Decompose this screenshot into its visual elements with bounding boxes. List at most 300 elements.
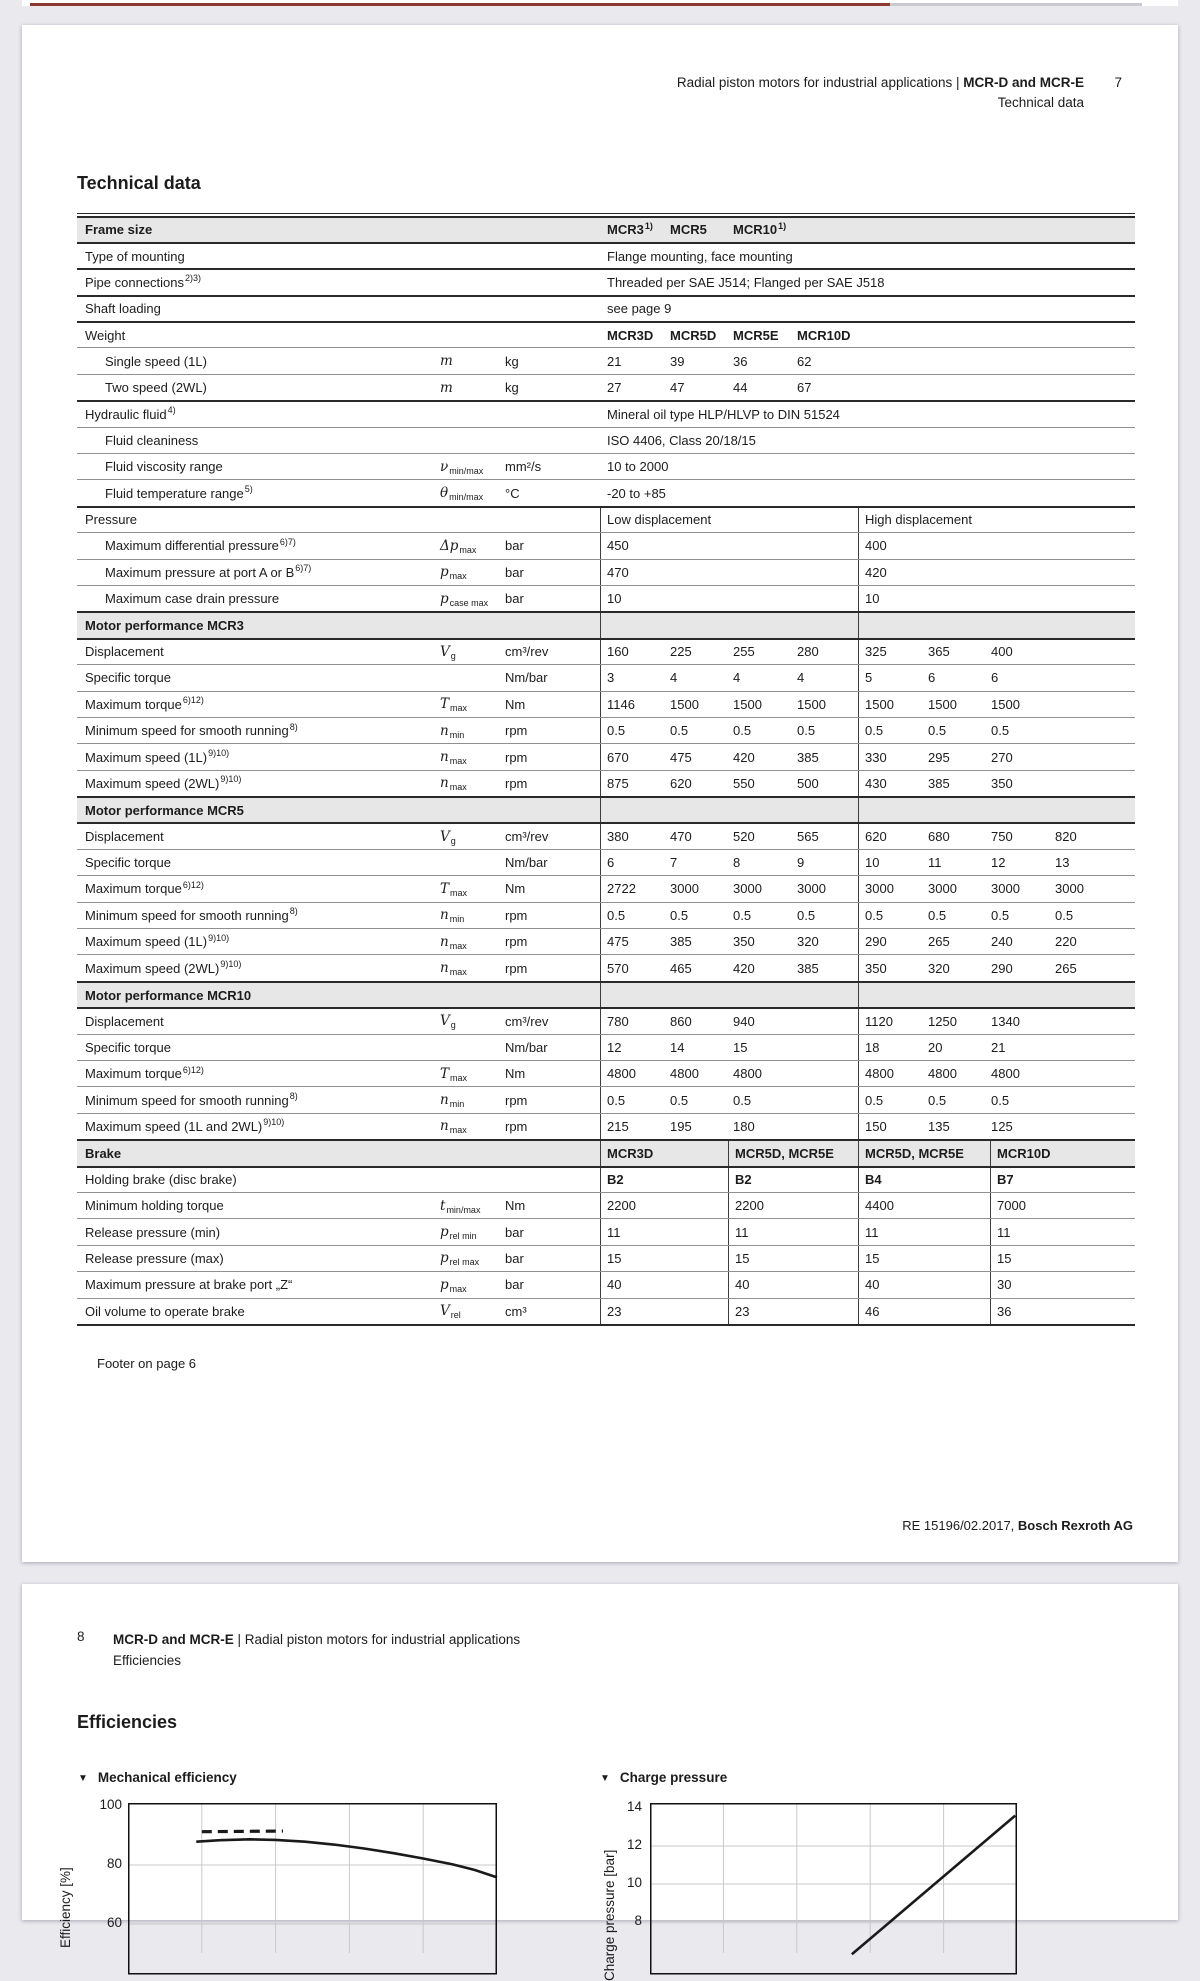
- value: 290: [865, 934, 887, 950]
- value: 27: [607, 380, 622, 396]
- value: 150: [865, 1118, 887, 1134]
- table-row: [77, 1007, 1135, 1033]
- footnote-sup: 9)10): [208, 748, 230, 758]
- row-label: Maximum speed (1L) $^{9)10)}$: [85, 932, 230, 950]
- document-reference: [902, 1518, 1133, 1533]
- unit: rpm: [505, 934, 528, 950]
- unit: rpm: [505, 723, 528, 739]
- value: 400: [991, 644, 1013, 660]
- symbol: n max: [440, 749, 467, 766]
- value: 860: [670, 1013, 692, 1029]
- value: 40: [865, 1277, 880, 1293]
- column-divider: [600, 1114, 601, 1139]
- column-divider: [600, 560, 601, 585]
- row-label: Minimum speed for smooth running $^{8)}$: [85, 906, 298, 923]
- running-header: [677, 75, 1084, 90]
- column-divider: [858, 771, 859, 796]
- column-divider: [858, 640, 859, 664]
- symbol: p max: [440, 564, 467, 582]
- value: 2200: [735, 1198, 764, 1214]
- value: 15: [733, 1039, 748, 1055]
- value: 0.5: [607, 723, 626, 739]
- value: 385: [928, 775, 950, 791]
- value: 21: [991, 1039, 1006, 1055]
- value: 14: [670, 1039, 685, 1055]
- value: 0.5: [733, 1092, 752, 1108]
- column-divider: [990, 1168, 991, 1192]
- row-label: Specific torque: [85, 855, 171, 871]
- column-divider: [858, 903, 859, 928]
- table-row: [77, 1166, 1135, 1192]
- page-number: 7: [1114, 75, 1122, 90]
- value: 225: [670, 644, 692, 660]
- value: 10: [865, 855, 880, 871]
- column-divider: [600, 1272, 601, 1297]
- symbol-subscript: rel: [450, 1310, 461, 1321]
- chart-title-text: Mechanical efficiency: [97, 1770, 237, 1785]
- page-title: Technical data: [77, 173, 201, 193]
- running-header-line1: [113, 1629, 520, 1650]
- doc-ref-number: RE 15196/02.2017,: [902, 1518, 1018, 1533]
- value: 3000: [670, 881, 699, 897]
- y-tick-label: 8: [634, 1913, 642, 1928]
- footnote-sup: 1): [644, 220, 653, 231]
- column-divider: [858, 1299, 859, 1324]
- value: 1500: [733, 696, 762, 712]
- value: 365: [928, 644, 950, 660]
- value: 255: [733, 644, 755, 660]
- value: 4: [733, 670, 741, 686]
- value: 40: [735, 1277, 750, 1293]
- value: 0.5: [607, 1092, 626, 1108]
- unit: cm³/rev: [505, 1013, 549, 1029]
- symbol-subscript: max: [450, 887, 468, 898]
- column-divider: [990, 1272, 991, 1297]
- row-label: Minimum holding torque: [85, 1198, 224, 1214]
- row-label: Minimum speed for smooth running $^{8)}$: [85, 1091, 298, 1108]
- value: 430: [865, 775, 887, 791]
- value: 0.5: [928, 723, 947, 739]
- row-label: Specific torque: [85, 670, 171, 686]
- symbol-subscript: g: [450, 1020, 456, 1031]
- unit: kg: [505, 353, 519, 369]
- value: 7000: [997, 1198, 1026, 1214]
- symbol: T max: [440, 1065, 468, 1083]
- row-label: Maximum torque $^{6)12)}$: [85, 695, 204, 712]
- unit: rpm: [505, 1092, 528, 1108]
- value: 3000: [797, 881, 826, 897]
- footnote-sup: 5): [244, 484, 253, 495]
- running-header-text: | Radial piston motors for industrial applications: [233, 1632, 521, 1647]
- column-divider: [858, 876, 859, 901]
- column-divider: [858, 1009, 859, 1033]
- unit: kg: [505, 380, 519, 396]
- table-row: [77, 849, 1135, 875]
- doc-ref-company: Bosch Rexroth AG: [1017, 1518, 1133, 1533]
- value: B2: [735, 1172, 752, 1188]
- row-label: Oil volume to operate brake: [85, 1303, 245, 1319]
- value: 330: [865, 749, 887, 765]
- table-row: [77, 1192, 1135, 1218]
- column-divider: [858, 1114, 859, 1139]
- row-label: Weight: [85, 327, 126, 343]
- value: 470: [670, 829, 692, 845]
- value: 7: [670, 855, 678, 871]
- table-row: [77, 453, 1135, 479]
- unit: cm³/rev: [505, 829, 549, 845]
- value: 6: [607, 855, 615, 871]
- value: 875: [607, 775, 629, 791]
- value: 1500: [991, 696, 1020, 712]
- unit: bar: [505, 564, 524, 580]
- value: 570: [607, 960, 629, 976]
- value: 180: [733, 1118, 755, 1134]
- column-divider: [600, 1299, 601, 1324]
- row-label: Maximum speed (1L) $^{9)10)}$: [85, 748, 230, 765]
- symbol-subscript: max: [449, 756, 467, 766]
- symbol-subscript: max: [450, 1072, 468, 1083]
- column-divider: [858, 613, 859, 637]
- value: 62: [797, 353, 812, 369]
- row-label: Maximum speed (2WL) $^{9)10)}$: [85, 959, 242, 976]
- column-divider: [600, 1219, 601, 1244]
- unit: rpm: [505, 775, 528, 791]
- value: 385: [670, 934, 692, 950]
- efficiency-dashed: [202, 1831, 283, 1832]
- row-label: Pipe connections $^{2)3)}$: [85, 273, 202, 290]
- column-divider: [600, 718, 601, 743]
- value: 450: [607, 538, 629, 554]
- unit: Nm: [505, 696, 526, 712]
- row-label: Holding brake (disc brake): [85, 1172, 237, 1188]
- table-row: [77, 1060, 1135, 1086]
- column-divider: [600, 613, 601, 637]
- running-header-text: Radial piston motors for industrial applications |: [676, 75, 964, 90]
- column-divider: [858, 1141, 859, 1165]
- value: 350: [733, 934, 755, 950]
- value: 0.5: [865, 723, 884, 739]
- value: 10: [607, 591, 622, 607]
- column-divider: [858, 798, 859, 822]
- y-axis-label: Efficiency [%]: [58, 1867, 73, 1948]
- unit: bar: [505, 1277, 524, 1293]
- value: 565: [797, 829, 819, 845]
- value: MCR5E: [733, 327, 779, 343]
- value: 36: [733, 353, 748, 369]
- mechanical-efficiency-chart: [128, 1803, 497, 1958]
- row-label: Fluid cleaniness: [105, 432, 199, 448]
- footnote-sup: 6)7): [295, 563, 312, 574]
- value: 385: [797, 960, 819, 976]
- column-divider: [728, 1246, 729, 1271]
- table-row: [77, 638, 1135, 664]
- row-label: Pressure: [85, 512, 138, 528]
- value: 11: [928, 855, 942, 871]
- value: 47: [670, 380, 685, 396]
- column-divider: [600, 824, 601, 848]
- table-row: [77, 559, 1135, 585]
- column-divider: [990, 1141, 991, 1165]
- value: 1120: [865, 1013, 893, 1029]
- value: 620: [865, 829, 887, 845]
- value: 4: [670, 670, 678, 686]
- footnote-sup: 8): [289, 1091, 298, 1102]
- symbol-subscript: max: [449, 782, 467, 793]
- column-divider: [858, 955, 859, 980]
- value: MCR5D, MCR5E: [865, 1145, 964, 1161]
- value: 11: [735, 1224, 749, 1240]
- value: 215: [607, 1118, 629, 1134]
- symbol-subscript: max: [450, 703, 468, 714]
- chart-title-text: Charge pressure: [619, 1770, 728, 1785]
- value: 420: [733, 960, 755, 976]
- value: 4800: [928, 1066, 957, 1082]
- value: 10: [865, 591, 880, 607]
- running-header-sub: Technical data: [997, 95, 1084, 110]
- table-row: [77, 479, 1135, 505]
- value: 295: [928, 749, 950, 765]
- column-divider: [600, 929, 601, 954]
- column-divider: [600, 692, 601, 717]
- column-divider: [600, 903, 601, 928]
- table-row: [77, 691, 1135, 717]
- unit: rpm: [505, 1118, 528, 1134]
- value: 0.5: [733, 907, 752, 923]
- column-divider: [858, 1246, 859, 1271]
- unit: bar: [505, 1224, 524, 1240]
- value: MCR10 $^{1)}$: [733, 220, 787, 238]
- unit: rpm: [505, 960, 528, 976]
- page-title: Efficiencies: [77, 1712, 178, 1732]
- value: 0.5: [607, 907, 626, 923]
- symbol-subscript: min/max: [449, 465, 484, 476]
- row-label: Motor performance MCR10: [85, 987, 252, 1003]
- value: 23: [735, 1303, 750, 1319]
- table-row: [77, 664, 1135, 690]
- value: 8: [733, 855, 741, 871]
- value: 67: [797, 380, 812, 396]
- table-row: [77, 400, 1135, 426]
- row-label: Maximum case drain pressure: [105, 591, 280, 607]
- value: 240: [991, 934, 1013, 950]
- value: 0.5: [991, 1092, 1010, 1108]
- value: 220: [1055, 934, 1077, 950]
- value: Threaded per SAE J514; Flanged per SAE J518: [607, 274, 885, 290]
- footnote-sup: 6)12): [182, 1064, 204, 1075]
- column-divider: [600, 640, 601, 664]
- column-divider: [990, 1299, 991, 1324]
- value: 15: [997, 1250, 1012, 1266]
- value: 500: [797, 775, 819, 791]
- value: 15: [607, 1250, 622, 1266]
- value: 280: [797, 644, 819, 660]
- value: 940: [733, 1013, 755, 1029]
- column-divider: [858, 1035, 859, 1060]
- table-row: [77, 1113, 1135, 1139]
- y-tick-label: 80: [106, 1856, 122, 1871]
- value: 195: [670, 1118, 692, 1134]
- table-row: [77, 532, 1135, 558]
- running-header-sub: Efficiencies: [113, 1653, 182, 1668]
- value: 23: [607, 1303, 622, 1319]
- table-row: [77, 374, 1135, 400]
- column-divider: [858, 824, 859, 848]
- value: 13: [1055, 855, 1070, 871]
- value: 465: [670, 960, 692, 976]
- y-tick-label: 12: [626, 1837, 642, 1852]
- running-header-product: MCR-D and MCR-E: [113, 1632, 234, 1647]
- value: MCR5: [670, 222, 707, 238]
- footnote-sup: 9)10): [220, 959, 242, 970]
- symbol: n max: [440, 960, 467, 978]
- unit: mm²/s: [505, 459, 542, 475]
- symbol: n max: [440, 1118, 467, 1136]
- column-divider: [600, 876, 601, 901]
- row-label: Minimum speed for smooth running $^{8)}$: [85, 721, 298, 739]
- table-row: [77, 347, 1135, 373]
- value: 40: [607, 1277, 622, 1293]
- symbol-subscript: max: [449, 940, 467, 951]
- value: 420: [733, 749, 755, 765]
- table-row: [77, 954, 1135, 980]
- column-divider: [600, 1193, 601, 1218]
- column-divider: [600, 665, 601, 690]
- symbol: n min: [440, 722, 465, 740]
- table-row: [77, 321, 1135, 347]
- value: 4800: [865, 1066, 894, 1082]
- value: 0.5: [670, 723, 689, 739]
- value: 18: [865, 1039, 880, 1055]
- column-divider: [858, 1087, 859, 1112]
- value: 670: [607, 749, 629, 765]
- footnote-sup: 8): [289, 906, 298, 917]
- value: 3000: [991, 881, 1020, 897]
- column-divider: [858, 983, 859, 1007]
- red-rule: [30, 3, 890, 6]
- column-divider: [858, 533, 859, 558]
- value: 420: [865, 564, 887, 580]
- column-divider: [600, 798, 601, 822]
- row-label: Fluid viscosity range: [105, 459, 223, 475]
- row-label: Fluid temperature range $^{5)}$: [105, 484, 253, 501]
- symbol-subscript: g: [450, 650, 456, 661]
- symbol-subscript: min: [449, 1099, 465, 1110]
- value: 0.5: [670, 907, 689, 923]
- page-8: [22, 1584, 1178, 1981]
- row-label: Maximum pressure at brake port „Z“: [85, 1277, 293, 1293]
- value: 39: [670, 353, 685, 369]
- table-row: [77, 822, 1135, 848]
- table-row: [77, 1245, 1135, 1271]
- row-label: Type of mounting: [85, 248, 185, 264]
- symbol: n min: [440, 907, 465, 925]
- table-row: [77, 295, 1135, 321]
- symbol: n max: [440, 933, 467, 951]
- technical-table: [77, 213, 1135, 1326]
- table-row: [77, 506, 1135, 532]
- unit: bar: [505, 1250, 524, 1266]
- value: 11: [997, 1224, 1011, 1240]
- value: 46: [865, 1303, 880, 1319]
- column-divider: [858, 929, 859, 954]
- value: 36: [997, 1303, 1012, 1319]
- column-divider: [728, 1299, 729, 1324]
- value: 750: [991, 829, 1013, 845]
- row-label: Maximum torque $^{6)12)}$: [85, 879, 204, 897]
- column-divider: [728, 1272, 729, 1297]
- table-row: [77, 981, 1135, 1007]
- value: 44: [733, 380, 748, 396]
- symbol: n max: [440, 775, 467, 793]
- unit: bar: [505, 591, 524, 607]
- table-row: [77, 1139, 1135, 1165]
- row-label: Maximum differential pressure $^{6)7)}$: [105, 536, 296, 554]
- value: 0.5: [991, 723, 1010, 739]
- column-divider: [728, 1193, 729, 1218]
- value: 0.5: [797, 723, 816, 739]
- value: 125: [991, 1118, 1013, 1134]
- symbol: m: [440, 353, 453, 370]
- value: 3: [607, 670, 615, 686]
- footer-note: Footer on page 6: [97, 1356, 197, 1371]
- unit: Nm/bar: [505, 1039, 548, 1055]
- column-divider: [728, 1219, 729, 1244]
- y-tick-label: 60: [106, 1915, 122, 1930]
- column-divider: [858, 665, 859, 690]
- column-divider: [600, 771, 601, 796]
- previous-page-edge: [22, 0, 1178, 6]
- value: Flange mounting, face mounting: [607, 248, 793, 264]
- column-divider: [858, 850, 859, 875]
- value: 270: [991, 749, 1013, 765]
- symbol-subscript: min/max: [446, 1204, 481, 1215]
- value: 4800: [670, 1066, 699, 1082]
- footnote-sup: 9)10): [208, 932, 230, 943]
- row-label: Maximum speed (2WL) $^{9)10)}$: [85, 774, 242, 791]
- column-divider: [858, 1272, 859, 1297]
- value: 21: [607, 353, 622, 369]
- value: 290: [991, 960, 1013, 976]
- footnote-sup: 1): [778, 220, 787, 231]
- footnote-sup: 6)7): [279, 536, 296, 547]
- triangle-marker-icon: ▼: [78, 1773, 88, 1784]
- row-label: Maximum pressure at port A or B $^{6)7)}$: [105, 563, 312, 580]
- symbol: m: [440, 379, 453, 396]
- row-label: Two speed (2WL): [105, 380, 207, 396]
- value: MCR3D: [607, 327, 654, 343]
- table-row: [77, 242, 1135, 268]
- footnote-sup: 6)12): [182, 879, 204, 890]
- value: 1500: [928, 696, 957, 712]
- row-label: Displacement: [85, 644, 164, 660]
- row-label: Hydraulic fluid $^{4)}$: [85, 405, 176, 422]
- footnote-sup: 6)12): [182, 695, 204, 706]
- value: 12: [607, 1039, 622, 1055]
- row-label: Shaft loading: [85, 301, 161, 317]
- symbol: V g: [440, 828, 456, 846]
- value: see page 9: [607, 301, 672, 317]
- symbol-subscript: max: [449, 571, 467, 582]
- value: 475: [607, 934, 629, 950]
- value: 11: [607, 1224, 621, 1240]
- column-divider: [858, 692, 859, 717]
- page-7: [22, 25, 1178, 1562]
- symbol: Δp max: [440, 537, 477, 555]
- charge-pressure-line: [852, 1816, 1015, 1955]
- value: -20 to +85: [607, 485, 666, 501]
- unit: Nm: [505, 1066, 526, 1082]
- column-divider: [858, 744, 859, 769]
